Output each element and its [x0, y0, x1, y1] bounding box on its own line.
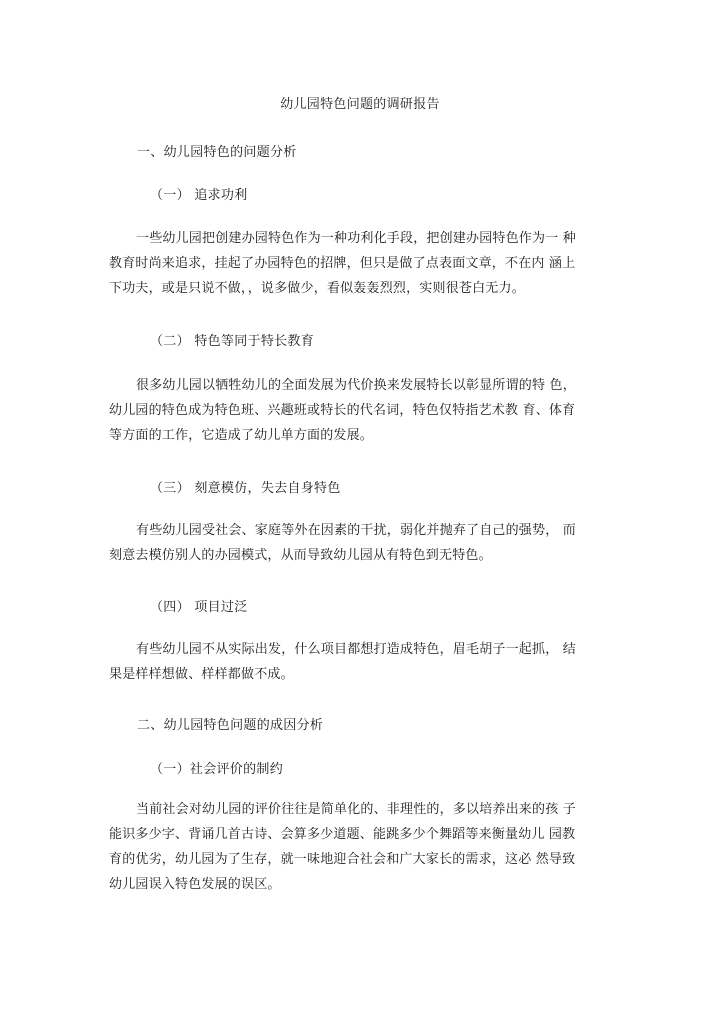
paragraph-line: 很多幼儿园以牺牲幼儿的全面发展为代价换来发展特长以彰显所谓的特 色， [136, 378, 576, 393]
section-heading-1: 一、幼儿园特色的问题分析 [137, 145, 297, 160]
document-title: 幼儿园特色问题的调研报告 [280, 97, 440, 112]
paragraph-1-3 [109, 518, 576, 568]
paragraph-line: 幼儿园的特色成为特色班、兴趣班或特长的代名词，特色仅特指艺术教 育、体育 [109, 403, 576, 418]
paragraph-line: 当前社会对幼儿园的评价往往是简单化的、非理性的，多以培养出来的孩 子 [136, 802, 576, 817]
paragraph-line: 有些幼儿园受社会、家庭等外在因素的干扰，弱化并抛弃了自己的强势， 而 [136, 523, 576, 538]
paragraph-2-1 [109, 797, 576, 897]
subsection-heading-1-2: （二） 特色等同于特长教育 [150, 334, 315, 349]
paragraph-line: 等方面的工作，它造成了幼儿单方面的发展。 [109, 428, 374, 443]
paragraph-line: 幼儿园误入特色发展的误区。 [109, 877, 281, 892]
paragraph-1-4 [109, 637, 576, 687]
paragraph-line: 刻意去模仿别人的办园模式，从而导致幼儿园从有特色到无特色。 [109, 548, 492, 563]
paragraph-1-2 [109, 373, 576, 448]
paragraph-line: 能识多少字、背诵几首古诗、会算多少道题、能跳多少个舞蹈等来衡量幼儿 园教 [109, 827, 576, 842]
subsection-heading-1-3: （三） 刻意模仿，失去自身特色 [150, 481, 341, 496]
paragraph-line: 一些幼儿园把创建办园特色作为一种功利化手段，把创建办园特色作为一 种 [136, 231, 576, 246]
subsection-heading-1-1: （一） 追求功利 [150, 188, 248, 203]
paragraph-line: 果是样样想做、样样都做不成。 [109, 667, 294, 682]
paragraph-line: 下功夫，或是只说不做，，说多做少，看似轰轰烈烈，实则很苍白无力。 [109, 281, 525, 296]
paragraph-1-1 [109, 226, 576, 301]
subsection-heading-2-1: （一）社会评价的制约 [150, 762, 284, 777]
subsection-heading-1-4: （四） 项目过泛 [150, 600, 248, 615]
paragraph-line: 育的优劣，幼儿园为了生存，就一味地迎合社会和广大家长的需求，这必 然导致 [109, 852, 576, 867]
section-heading-2: 二、幼儿园特色问题的成因分析 [137, 718, 324, 733]
paragraph-line: 教育时尚来追求，挂起了办园特色的招牌，但只是做了点表面文章，不在内 涵上 [109, 256, 576, 271]
paragraph-line: 有些幼儿园不从实际出发，什么项目都想打造成特色，眉毛胡子一起抓， 结 [136, 642, 576, 657]
